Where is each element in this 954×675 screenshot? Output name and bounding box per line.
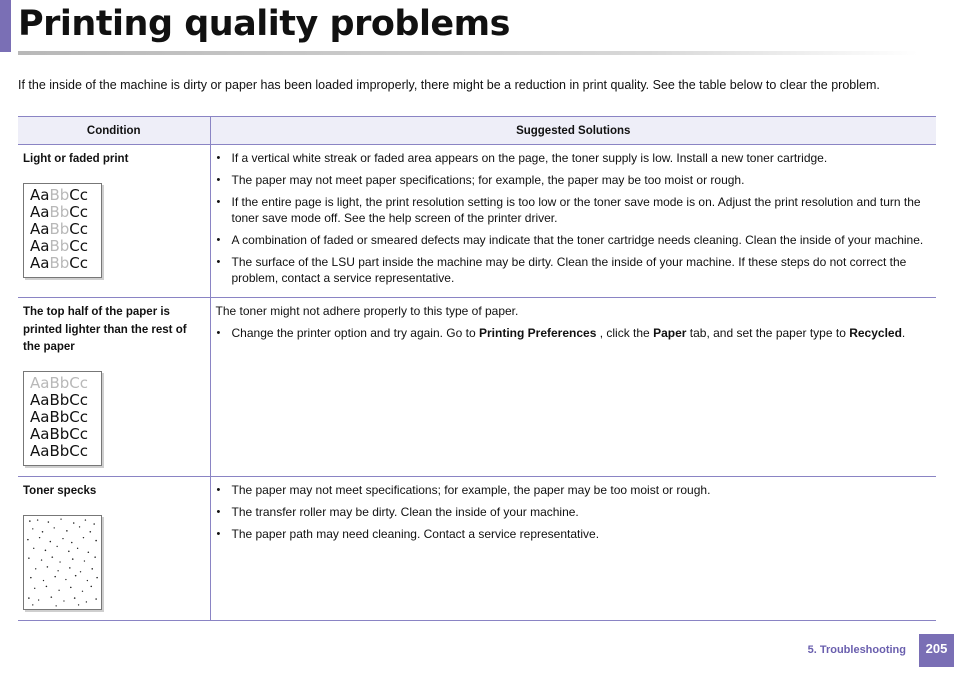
list-item: • A combination of faded or smeared defects may indicate that the toner cartridge needs cleaning. Clean the inside of your machine. [216,232,932,248]
list-item: • If the entire page is light, the print resolution setting is too low or the toner save mode is on. Adjust the print resolution and turn the toner save mode off. See the help screen of the printer driver. [216,194,932,226]
table-header-row [18,117,936,145]
sample-line: AaBbCc [30,373,88,392]
sample-line: AaBbCc [30,253,88,272]
list-item: • The paper may not meet specifications; for example, the paper may be too moist or rough. [216,482,932,498]
solutions-cell [210,145,936,298]
condition-title: The top half of the paper is printed lighter than the rest of the paper [23,306,187,353]
list-item: • If a vertical white streak or faded area appears on the page, the toner supply is low. Install a new toner cartridge. [216,150,932,166]
solutions-list [216,325,932,341]
sample-line: AaBbCc [30,185,88,204]
title-underline [18,51,918,55]
condition-title: Light or faded print [23,153,129,165]
header-solutions: Suggested Solutions [210,117,936,145]
list-item: • Change the printer option and try again. Go to Printing Preferences , click the Paper tab, and set the paper type to Recycled. [216,325,932,341]
sample-line: AaBbCc [30,236,88,255]
list-item: • The paper path may need cleaning. Contact a service representative. [216,526,932,542]
quality-problems-table [18,116,936,621]
sample-line: AaBbCc [30,441,88,460]
solution-intro: The toner might not adhere properly to this type of paper. [215,304,519,318]
toner-specks-sample-image [23,515,102,610]
solutions-list [216,482,932,542]
sample-line: AaBbCc [30,202,88,221]
table-row [18,298,936,477]
intro-paragraph: If the inside of the machine is dirty or paper has been loaded improperly, there might be a reduction in print quality. See the table below to clear the problem. [18,78,880,92]
emphasis-printing-preferences: Printing Preferences [479,326,597,340]
table-row [18,145,936,298]
solutions-list [216,150,932,286]
header-condition: Condition [18,117,210,145]
page-title: Printing quality problems [18,4,510,44]
faded-print-sample-image [23,183,102,278]
title-accent-bar [0,0,11,52]
sample-line: AaBbCc [30,407,88,426]
emphasis-paper-tab: Paper [653,326,687,340]
condition-title: Toner specks [23,485,97,497]
list-item: • The surface of the LSU part inside the machine may be dirty. Clean the inside of your machine. If these steps do not correct the problem, contact a service representative. [216,254,932,286]
solutions-cell [210,298,936,477]
top-half-light-sample-image [23,371,102,466]
sample-line: AaBbCc [30,390,88,409]
condition-cell [18,145,210,298]
emphasis-recycled: Recycled [849,326,902,340]
footer-section-label: 5. Troubleshooting [807,644,906,656]
sample-line: AaBbCc [30,219,88,238]
sample-line: AaBbCc [30,424,88,443]
list-item: • The paper may not meet paper specifications; for example, the paper may be too moist or rough. [216,172,932,188]
condition-cell [18,477,210,621]
condition-cell [18,298,210,477]
page-number-badge: 205 [919,634,954,667]
list-item: • The transfer roller may be dirty. Clean the inside of your machine. [216,504,932,520]
table-row [18,477,936,621]
solutions-cell [210,477,936,621]
